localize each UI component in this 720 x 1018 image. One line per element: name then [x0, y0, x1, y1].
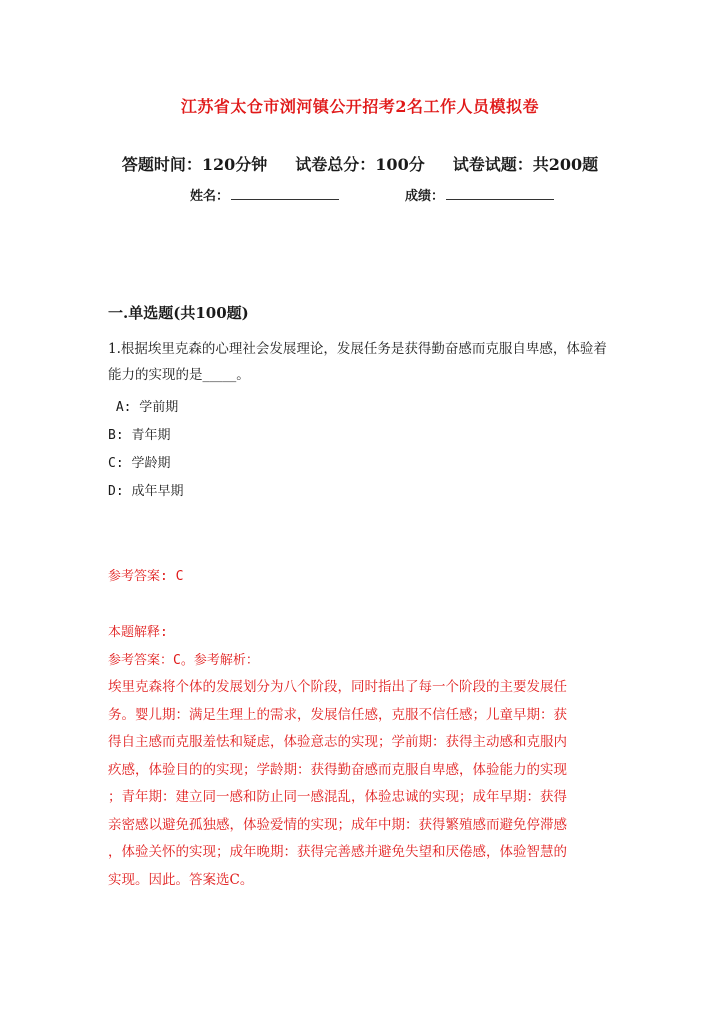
name-score-row — [190, 185, 554, 204]
explanation-line: 得自主感而克服羞怯和疑虑，体验意志的实现；学前期：获得主动感和克服内 — [108, 734, 567, 750]
explanation-label: 本题解释: — [108, 625, 168, 640]
option-b: B: 青年期 — [108, 428, 171, 443]
option-c: C: 学龄期 — [108, 456, 171, 471]
document-title: 江苏省太仓市浏河镇公开招考2名工作人员模拟卷 — [180, 97, 540, 116]
reference-answer: 参考答案: C — [108, 569, 184, 584]
explanation-line: 务。婴儿期：满足生理上的需求，发展信任感，克服不信任感；儿童早期：获 — [108, 706, 567, 723]
explanation-line: 埃里克森将个体的发展划分为八个阶段，同时指出了每一个阶段的主要发展任 — [108, 679, 567, 695]
name-label: 姓名： — [190, 189, 230, 204]
score-label: 成绩： — [405, 189, 445, 204]
score-blank — [446, 187, 554, 200]
explanation-line: ；青年期：建立同一感和防止同一感混乱，体验忠诚的实现；成年早期：获得 — [108, 789, 567, 805]
option-d: D: 成年早期 — [108, 484, 184, 499]
explanation-line: 疚感，体验目的的实现；学龄期：获得勤奋感而克服自卑感，体验能力的实现 — [108, 761, 567, 778]
exam-total-questions: 试卷试题：共200题 — [452, 155, 599, 174]
exam-meta — [0, 152, 720, 175]
exam-time: 答题时间：120分钟 — [121, 155, 268, 174]
name-blank — [231, 187, 339, 200]
explanation-answer: 参考答案：C。参考解析： — [108, 653, 259, 668]
explanation-line: 实现。因此。答案选C。 — [108, 871, 254, 888]
option-a: A: 学前期 — [108, 400, 179, 415]
section-heading: 一.单选题(共100题) — [108, 304, 249, 322]
explanation-line: ，体验关怀的实现；成年晚期：获得完善感并避免失望和厌倦感，体验智慧的 — [108, 844, 567, 860]
explanation-body — [108, 674, 608, 894]
exam-total-score: 试卷总分：100分 — [295, 155, 425, 174]
question-stem: 1.根据埃里克森的心理社会发展理论，发展任务是获得勤奋感而克服自卑感，体验着能力的实现的是_____。 — [108, 341, 607, 383]
explanation-line: 亲密感以避免孤独感，体验爱情的实现；成年中期：获得繁殖感而避免停滞感 — [108, 816, 567, 833]
